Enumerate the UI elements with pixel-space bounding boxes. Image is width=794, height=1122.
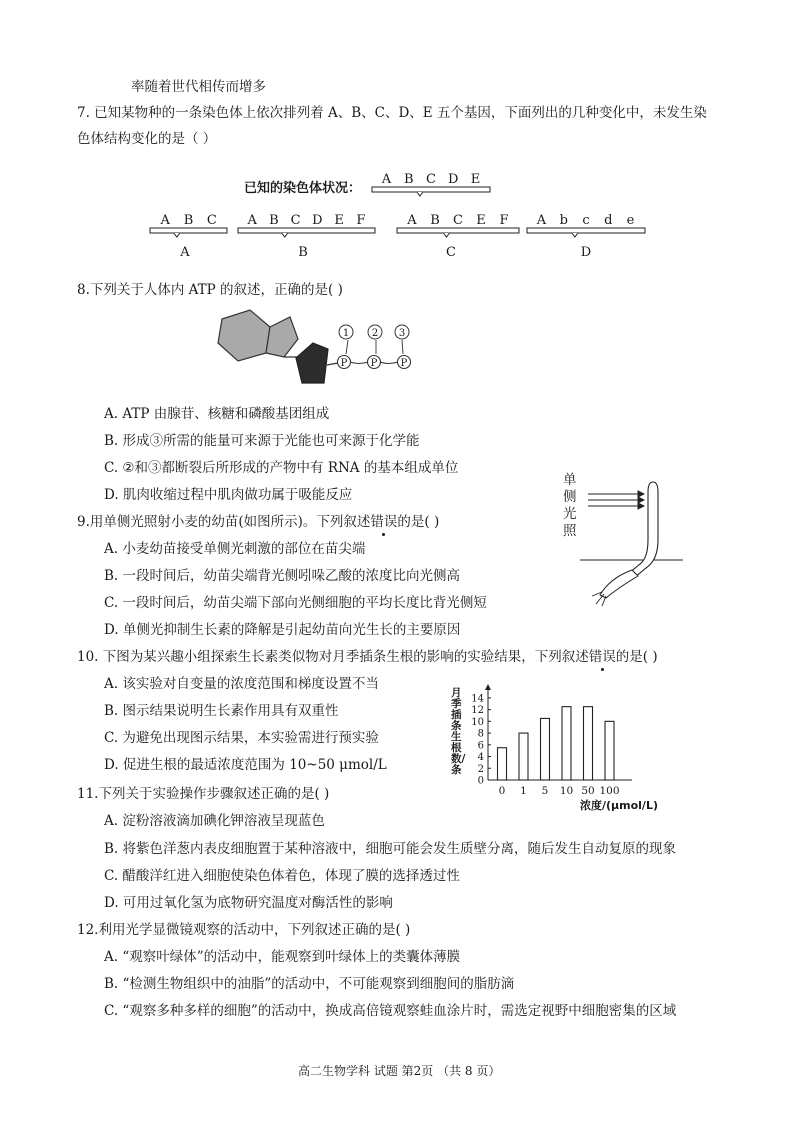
gene-label: b [559, 213, 568, 228]
q8-option-d: D. 肌肉收缩过程中肌肉做功属于吸能反应 [104, 487, 353, 503]
option-letter: B [298, 245, 308, 260]
q8-option-a: A. ATP 由腺苷、核糖和磷酸基团组成 [104, 406, 330, 422]
gene-label: A [247, 213, 257, 228]
y-tick-label: 0 [477, 775, 484, 787]
q11-option-c: C. 醋酸洋红进入细胞使染色体着色，体现了膜的选择透过性 [104, 868, 460, 884]
q10-option-b: B. 图示结果说明生长素作用具有双重性 [104, 703, 339, 719]
x-tick-label: 10 [559, 785, 574, 797]
svg-text:P: P [340, 358, 348, 369]
seedling-coleoptile [628, 482, 658, 578]
gene-label: B [430, 213, 440, 228]
atp-structure-diagram [210, 305, 420, 390]
q7-stem-line1: 7. 已知某物种的一条染色体上依次排列着 A、B、C、D、E 五个基因，下面列出的几种变化中，未发生染 [77, 105, 707, 121]
marker-1: 1 [342, 328, 350, 339]
gene-label: A [407, 213, 417, 228]
q11-option-d: D. 可用过氧化氢为底物研究温度对酶活性的影响 [104, 895, 393, 911]
q10-stem: 10. 下图为某兴趣小组探索生长素类似物对月季插条生根的影响的实验结果，下列叙述错误的是( ) [77, 649, 658, 665]
phosphate-1 [338, 356, 351, 370]
gene-label: A [536, 213, 547, 228]
x-tick-label: 50 [581, 785, 595, 797]
q12-option-c: C. “观察多种多样的细胞”的活动中，换成高倍镜观察蛙血涂片时，需选定视野中细胞密集的区域 [104, 1003, 677, 1019]
chromosome-option-c [397, 213, 519, 260]
q9-option-d: D. 单侧光抑制生长素的降解是引起幼苗向光生长的主要原因 [104, 622, 461, 638]
gene-label: C [453, 213, 463, 228]
gene-label: A [381, 172, 392, 187]
gene-label: e [626, 213, 635, 228]
phosphate-2 [368, 356, 381, 370]
q9-option-b: B. 一段时间后，幼苗尖端背光侧吲哚乙酸的浓度比向光侧高 [104, 568, 461, 584]
y-tick-label: 8 [477, 728, 484, 740]
x-tick-label: 5 [541, 785, 549, 797]
gene-label: D [448, 172, 459, 187]
light-label: 单 侧 光 照 [563, 472, 577, 539]
adenine-hexagon [218, 310, 270, 361]
chart-ylabel: 月季插条生根数/条 [451, 687, 466, 776]
gene-label: C [290, 213, 301, 228]
svg-text:P: P [400, 358, 408, 369]
gene-label: A [160, 213, 170, 228]
gene-label: C [426, 172, 436, 187]
marker-2: 2 [371, 328, 379, 339]
bar [498, 748, 507, 780]
bar [605, 721, 614, 780]
gene-label: E [470, 172, 481, 187]
q8-option-c: C. ②和③都断裂后所形成的产物中有 RNA 的基本组成单位 [104, 460, 459, 476]
gene-label: E [334, 213, 344, 228]
y-tick-label: 2 [477, 763, 484, 775]
gene-label: E [476, 213, 486, 228]
gene-label: C [206, 213, 217, 228]
q10-option-d: D. 促进生根的最适浓度范围为 10~50 μmol/L [104, 757, 387, 773]
ribose-pentagon [296, 343, 328, 383]
q10-option-c: C. 为避免出现图示结果，本实验需进行预实验 [104, 730, 379, 746]
gene-label: B [269, 213, 279, 228]
option-letter: C [446, 245, 456, 260]
phosphate-3 [398, 356, 411, 370]
bar [541, 718, 550, 780]
gene-label: F [356, 213, 366, 228]
page-footer: 高二生物学科 试题 第2页 （共 8 页） [298, 1064, 501, 1078]
y-tick-label: 14 [471, 693, 484, 705]
q8-stem: 8.下列关于人体内 ATP 的叙述，正确的是( ) [77, 282, 343, 298]
adenine-pentagon [266, 317, 298, 357]
y-tick-label: 6 [477, 740, 484, 752]
q10-option-a: A. 该实验对自变量的浓度范围和梯度设置不当 [104, 676, 379, 692]
seedling-diagram [560, 470, 690, 610]
bar [519, 733, 528, 780]
chromosome-option-b [238, 213, 375, 260]
option-letter: A [180, 245, 190, 260]
x-tick-label: 100 [599, 785, 620, 797]
gene-label: d [604, 213, 613, 228]
q11-option-a: A. 淀粉溶液滴加碘化钾溶液呈现蓝色 [104, 813, 325, 829]
bar [562, 707, 571, 780]
gene-label: B [403, 172, 414, 187]
x-tick-label: 0 [498, 785, 506, 797]
y-tick-label: 10 [471, 716, 484, 728]
gene-label: D [312, 213, 323, 228]
gene-label: B [183, 213, 194, 228]
bar [584, 707, 593, 780]
q8-option-b: B. 形成③所需的能量可来源于光能也可来源于化学能 [104, 433, 420, 449]
chart-xlabel: 浓度/(μmol/L) [580, 799, 658, 812]
svg-text:P: P [370, 358, 378, 369]
q7-chromosome-figure [0, 160, 794, 260]
gene-label: F [499, 213, 509, 228]
known-chromosome [372, 172, 490, 196]
q7-stem-line2: 色体结构变化的是（ ） [77, 131, 217, 147]
q7-known-label: 已知的染色体状况： [244, 181, 362, 196]
q11-stem: 11.下列关于实验操作步骤叙述正确的是( ) [77, 786, 330, 802]
chromosome-option-a [150, 213, 227, 260]
marker-3: 3 [398, 328, 406, 339]
rooting-bar-chart [462, 682, 642, 797]
seedling-roots [592, 592, 606, 606]
q9-option-c: C. 一段时间后，幼苗尖端下部向光侧细胞的平均长度比背光侧短 [104, 595, 487, 611]
q12-option-a: A. “观察叶绿体”的活动中，能观察到叶绿体上的类囊体薄膜 [104, 949, 461, 965]
y-tick-label: 4 [477, 752, 484, 764]
continued-text: 率随着世代相传而增多 [131, 79, 266, 95]
q12-stem: 12.利用光学显微镜观察的活动中，下列叙述正确的是( ) [77, 922, 411, 938]
seedling-seed [600, 570, 638, 598]
option-letter: D [580, 245, 592, 260]
gene-label: c [582, 213, 590, 228]
q9-option-a: A. 小麦幼苗接受单侧光刺激的部位在苗尖端 [104, 541, 366, 557]
q12-option-b: B. “检测生物组织中的油脂”的活动中，不可能观察到细胞间的脂肪滴 [104, 976, 515, 992]
y-tick-label: 12 [471, 705, 484, 717]
x-tick-label: 1 [520, 785, 527, 797]
q11-option-b: B. 将紫色洋葱内表皮细胞置于某种溶液中，细胞可能会发生质壁分离，随后发生自动复原的现象 [104, 841, 677, 857]
chromosome-option-d [527, 213, 645, 260]
q9-stem: 9.用单侧光照射小麦的幼苗(如图所示)。下列叙述错误的是( ) [77, 514, 440, 530]
light-arrows [588, 491, 644, 509]
